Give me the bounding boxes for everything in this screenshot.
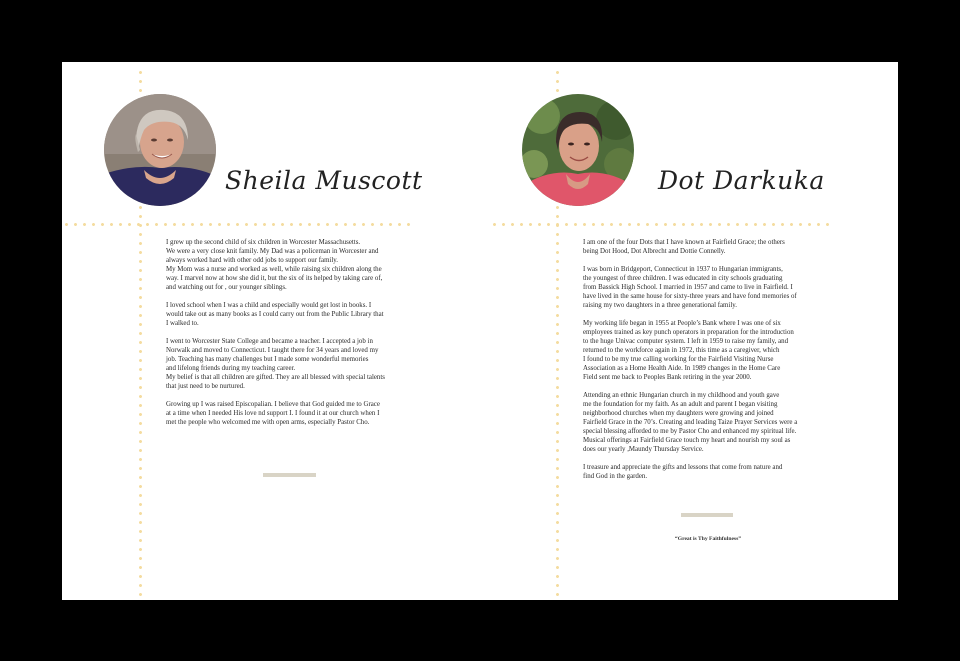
bio-line: We were a very close knit family. My Dad was a policeman in Worcester and [166,248,379,255]
bio-paragraph [583,391,833,454]
bio-line: employees trained as key punch operators in preparation for the introduction [583,329,794,336]
bio-line: Attending an ethnic Hungarian church in my childhood and youth gave [583,392,780,399]
bio-line: would take out as many books as I could carry out from the Public Library that [166,311,384,318]
bio-line: I grew up the second child of six children in Worcester Massachusetts. [166,239,361,246]
bio-line: me the foundation for my faith. As an adult and parent I began visiting [583,401,778,408]
bio-line: Musical offerings at Fairfield Grace touch my heart and nourish my soul as [583,437,791,444]
right-person-name: Dot Darkuka [658,166,825,195]
left-divider-rule [263,473,316,477]
bio-line: to the huge Univac computer system. I left in 1959 to raise my family, and [583,338,789,345]
bio-line: Growing up I was raised Episcopalian. I believe that God guided me to Grace [166,401,380,408]
bio-line: at a time when I needed His love nd support I. I found it at our church when I [166,410,380,417]
bio-line: Fairfield Grace in the 70’s. Creating and leading Taize Prayer Services were a [583,419,798,426]
bio-line: job. Teaching has many challenges but I made some wonderful memories [166,356,369,363]
bio-paragraph [583,319,833,382]
bio-paragraph [166,337,416,391]
closing-quote: “Great is Thy Faithfulness” [674,536,742,542]
bio-line: returned to the workforce again in 1972, this time as a caregiver, which [583,347,780,354]
bio-line: the youngest of three children. I was educated in city schools graduating [583,275,783,282]
bio-line: always worked hard with other odd jobs to support our family. [166,257,338,264]
bio-line: find God in the garden. [583,473,648,480]
bio-line: My working life began in 1955 at People’s Bank where I was one of six [583,320,781,327]
bio-paragraph [583,265,833,310]
left-biography [166,238,416,436]
bio-line: I went to Worcester State College and became a teacher. I accepted a job in [166,338,373,345]
right-biography [583,238,833,490]
sheila-muscott-portrait [104,94,216,206]
bio-paragraph [166,400,416,427]
right-divider-rule [681,513,733,517]
bio-line: raising my two daughters in a three generational family. [583,302,737,309]
bio-line: I found to be my true calling working for the Fairfield Visiting Nurse [583,356,774,363]
bio-line: way. I marvel now at how she did it, but the six of its helped by taking care of, [166,275,383,282]
bio-line: special blessing afforded to me by Pastor Cho and enhanced my spiritual life. [583,428,797,435]
bio-line: My belief is that all children are gifted. They are all blessed with special talents [166,374,385,381]
left-person-name: Sheila Muscott [225,166,423,195]
bio-line: met the people who welcomed me with open arms, especially Pastor Cho. [166,419,370,426]
bio-line: I am one of the four Dots that I have known at Fairfield Grace; the others [583,239,785,246]
bio-line: being Dot Hood, Dot Albrecht and Dottie Connelly. [583,248,726,255]
bio-paragraph [583,463,833,481]
bio-line: have lived in the same house for sixty-three years and have fond memories of [583,293,797,300]
bio-line: My Mom was a nurse and worked as well, while raising six children along the [166,266,382,273]
bio-line: that just need to be nurtured. [166,383,245,390]
bio-line: neighborhood churches when my daughters were growing and joined [583,410,774,417]
right-dotted-horizontal-line [490,223,834,226]
page-spread [62,62,898,600]
bio-line: I loved school when I was a child and especially would get lost in books. I [166,302,372,309]
bio-line: I treasure and appreciate the gifts and lessons that come from nature and [583,464,783,471]
bio-paragraph [166,301,416,328]
bio-line: Field sent me back to Peoples Bank retiring in the year 2000. [583,374,752,381]
bio-line: and watching out for , our younger siblings. [166,284,287,291]
bio-line: I walked to. [166,320,199,327]
left-dotted-horizontal-line [62,223,416,226]
bio-paragraph [583,238,833,256]
bio-paragraph [166,238,416,292]
bio-line: Norwalk and moved to Connecticut. I taught there for 34 years and loved my [166,347,379,354]
dot-darkuka-portrait [522,94,634,206]
bio-line: does our yearly ,Maundy Thursday Service. [583,446,704,453]
bio-line: Association as a Home Health Aide. In 1989 changes in the Home Care [583,365,781,372]
bio-line: I was born in Bridgeport, Connecticut in 1937 to Hungarian immigrants, [583,266,783,273]
bio-line: from Bassick High School. I married in 1957 and came to live in Fairfield. I [583,284,793,291]
bio-line: and lifelong friends during my teaching career. [166,365,296,372]
